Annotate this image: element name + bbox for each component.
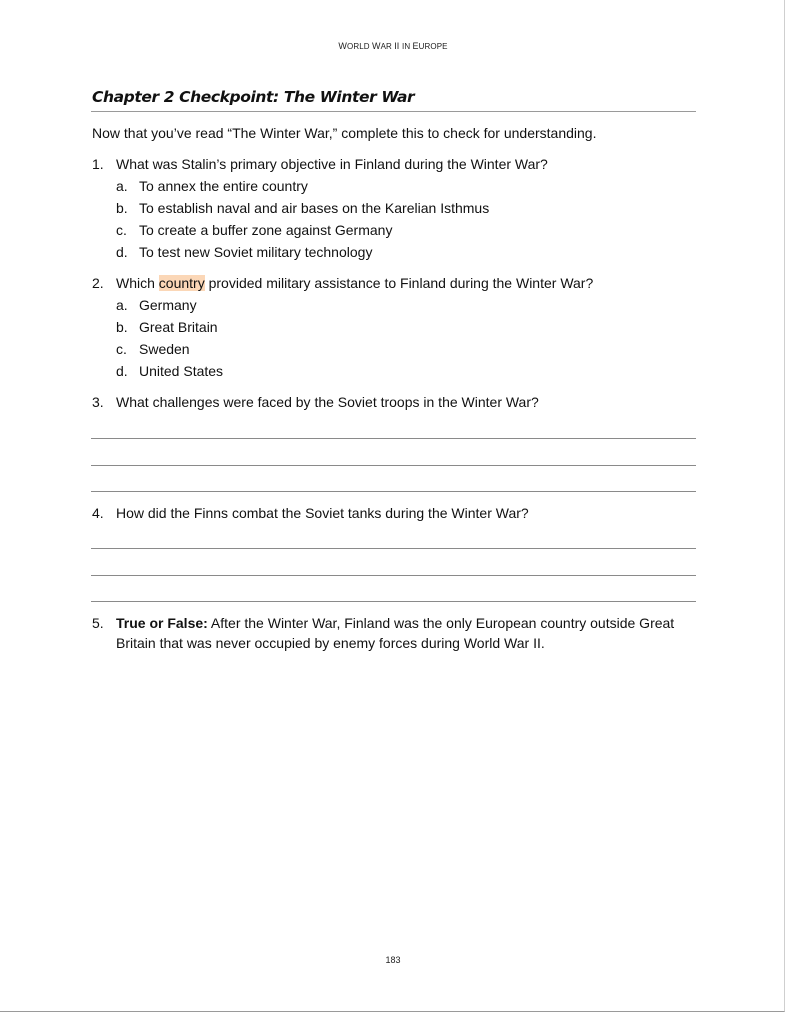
option-2a: [116, 297, 197, 313]
question-2: [92, 275, 593, 291]
header-part: W: [338, 41, 347, 51]
highlighted-word[interactable]: country: [158, 275, 205, 291]
option-2c: [116, 341, 190, 357]
option-letter: b.: [116, 200, 128, 216]
answer-line: [91, 601, 696, 602]
option-text: To create a buffer zone against Germany: [139, 222, 393, 238]
option-1a: [116, 178, 308, 194]
option-text: United States: [139, 363, 224, 379]
question-text: [116, 614, 696, 653]
answer-line: [91, 465, 696, 466]
option-text: To annex the entire country: [139, 178, 308, 194]
option-1c: [116, 222, 392, 238]
header-part: ORLD: [347, 42, 372, 51]
option-letter: c.: [116, 222, 127, 238]
answer-line: [91, 491, 696, 492]
option-1d: [116, 244, 372, 260]
running-header: [0, 41, 786, 51]
question-text: How did the Finns combat the Soviet tanks during the Winter War?: [116, 505, 529, 521]
question-4: [92, 505, 529, 521]
question-text-end: provided military assistance to Finland during the Winter War?: [204, 275, 594, 291]
question-text-start: Which: [116, 275, 159, 291]
question-number: 5.: [92, 615, 104, 631]
option-letter: a.: [116, 297, 128, 313]
page-number: 183: [385, 955, 401, 965]
answer-line: [91, 575, 696, 576]
question-number: 3.: [92, 394, 104, 410]
answer-line: [91, 548, 696, 549]
question-text: What was Stalin’s primary objective in Finland during the Winter War?: [116, 156, 548, 172]
true-false-label: True or False:: [116, 615, 208, 631]
header-part: AR: [380, 42, 395, 51]
option-letter: d.: [116, 244, 128, 260]
option-2d: [116, 363, 223, 379]
question-3: [92, 394, 539, 410]
option-letter: c.: [116, 341, 127, 357]
question-number: 2.: [92, 275, 104, 291]
intro-text: Now that you’ve read “The Winter War,” complete this to check for understanding.: [92, 125, 597, 141]
question-1: [92, 156, 548, 172]
option-2b: [116, 319, 218, 335]
header-part: W: [371, 41, 381, 51]
option-letter: a.: [116, 178, 128, 194]
option-text: To establish naval and air bases on the Karelian Isthmus: [139, 200, 490, 216]
header-part: II: [394, 41, 403, 51]
option-text: Sweden: [139, 341, 190, 357]
option-text: Germany: [139, 297, 197, 313]
header-part: UROPE: [418, 42, 448, 51]
option-letter: d.: [116, 363, 128, 379]
question-number: 1.: [92, 156, 104, 172]
option-text: Great Britain: [139, 319, 218, 335]
answer-line: [91, 438, 696, 439]
question-number: 4.: [92, 505, 104, 521]
title-divider: [91, 111, 696, 112]
chapter-title: Chapter 2 Checkpoint: The Winter War: [92, 88, 415, 106]
option-letter: b.: [116, 319, 128, 335]
header-part: IN: [402, 42, 413, 51]
option-1b: [116, 200, 489, 216]
question-text: What challenges were faced by the Soviet troops in the Winter War?: [116, 394, 539, 410]
header-part: E: [412, 41, 419, 51]
statement-text: After the Winter War, Finland was the only European country outside Great Britain that was never occupied by enemy forces during World War II.: [116, 615, 675, 651]
option-text: To test new Soviet military technology: [139, 244, 373, 260]
